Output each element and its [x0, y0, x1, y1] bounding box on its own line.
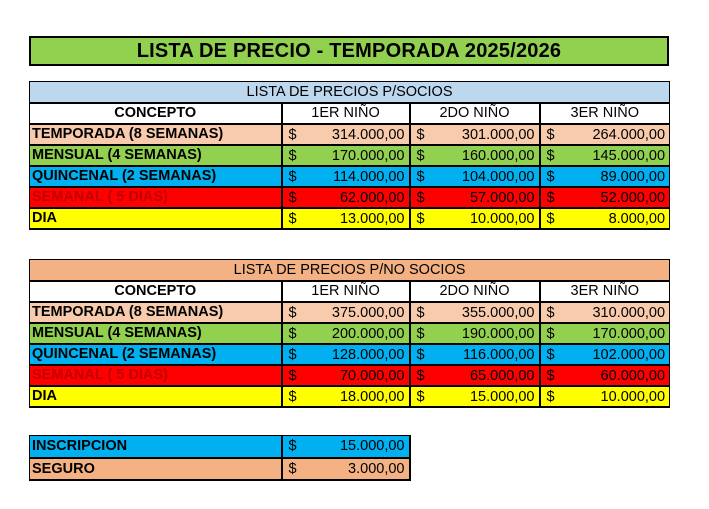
table-row: [30, 365, 670, 386]
price-amount: 65.000,00: [469, 367, 535, 384]
concepto-column-header: CONCEPTO: [30, 103, 282, 124]
price-cell: [282, 323, 410, 344]
price-cell: [282, 302, 410, 323]
concept-cell: INSCRIPCION: [30, 436, 282, 458]
price-cell: [282, 145, 410, 166]
concept-cell: DIA: [30, 386, 282, 407]
price-amount: 190.000,00: [461, 325, 535, 342]
price-amount: 114.000,00: [333, 168, 405, 185]
currency-symbol: $: [416, 367, 425, 384]
concept-cell: DIA: [30, 208, 282, 229]
currency-symbol: $: [416, 210, 425, 227]
concepto-column-header: CONCEPTO: [30, 281, 282, 302]
price-amount: 128.000,00: [331, 346, 405, 363]
price-cell: [410, 208, 540, 229]
currency-symbol: $: [288, 210, 297, 227]
currency-symbol: $: [288, 388, 297, 405]
currency-symbol: $: [416, 325, 425, 342]
socios-price-table: [29, 81, 670, 230]
currency-symbol: $: [546, 325, 555, 342]
price-cell: [410, 166, 540, 187]
price-cell: [540, 187, 670, 208]
currency-symbol: $: [288, 438, 297, 454]
price-cell: [540, 145, 670, 166]
price-cell: [282, 344, 410, 365]
concept-cell: MENSUAL (4 SEMANAS): [30, 145, 282, 166]
price-amount: 3.000,00: [348, 460, 405, 477]
currency-symbol: $: [288, 460, 297, 477]
currency-symbol: $: [546, 367, 555, 384]
currency-symbol: $: [546, 346, 555, 363]
currency-symbol: $: [546, 168, 555, 185]
currency-symbol: $: [288, 126, 297, 143]
currency-symbol: $: [546, 126, 555, 143]
currency-symbol: $: [288, 367, 297, 384]
price-amount: 310.000,00: [592, 304, 666, 321]
price-amount: 355.000,00: [461, 304, 535, 321]
price-amount: 15.000,00: [339, 438, 405, 454]
price-cell: [410, 323, 540, 344]
concept-cell: SEGURO: [30, 458, 282, 480]
concept-cell: MENSUAL (4 SEMANAS): [30, 323, 282, 344]
currency-symbol: $: [416, 346, 425, 363]
second-child-column-header: 2DO NIÑO: [410, 103, 540, 124]
price-amount: 116.000,00: [463, 346, 535, 363]
concept-cell: QUINCENAL (2 SEMANAS): [30, 344, 282, 365]
currency-symbol: $: [416, 147, 425, 164]
currency-symbol: $: [546, 388, 555, 405]
table-row: [30, 302, 670, 323]
concept-cell: QUINCENAL (2 SEMANAS): [30, 166, 282, 187]
first-child-column-header: 1ER NIÑO: [282, 281, 410, 302]
currency-symbol: $: [416, 168, 425, 185]
table-row: [30, 124, 670, 145]
third-child-column-header: 3ER NIÑO: [540, 281, 670, 302]
table-row: [30, 458, 410, 480]
currency-symbol: $: [546, 210, 555, 227]
first-child-column-header: 1ER NIÑO: [282, 103, 410, 124]
price-cell: [410, 187, 540, 208]
price-amount: 102.000,00: [592, 346, 666, 363]
price-cell: [410, 344, 540, 365]
price-amount: 10.000,00: [469, 210, 535, 227]
price-amount: 18.000,00: [339, 388, 405, 405]
price-cell: [540, 365, 670, 386]
price-cell: [540, 208, 670, 229]
price-amount: 170.000,00: [592, 325, 666, 342]
socios-table-header: LISTA DE PRECIOS P/SOCIOS: [30, 82, 670, 103]
no-socios-price-table: [29, 259, 670, 408]
page-title: LISTA DE PRECIO - TEMPORADA 2025/2026: [29, 36, 669, 66]
price-cell: [282, 458, 410, 480]
price-cell: [540, 166, 670, 187]
price-cell: [282, 365, 410, 386]
no-socios-table-header: LISTA DE PRECIOS P/NO SOCIOS: [30, 260, 670, 281]
currency-symbol: $: [288, 147, 297, 164]
concept-cell: TEMPORADA (8 SEMANAS): [30, 124, 282, 145]
currency-symbol: $: [416, 189, 425, 206]
price-cell: [540, 124, 670, 145]
price-cell: [540, 344, 670, 365]
price-amount: 52.000,00: [600, 189, 666, 206]
table-row: [30, 386, 670, 407]
price-amount: 160.000,00: [461, 147, 535, 164]
currency-symbol: $: [288, 304, 297, 321]
price-cell: [540, 323, 670, 344]
currency-symbol: $: [416, 126, 425, 143]
price-cell: [540, 386, 670, 407]
price-amount: 200.000,00: [331, 325, 405, 342]
currency-symbol: $: [546, 304, 555, 321]
currency-symbol: $: [416, 388, 425, 405]
second-child-column-header: 2DO NIÑO: [410, 281, 540, 302]
table-row: [30, 323, 670, 344]
table-row: [30, 436, 410, 458]
currency-symbol: $: [416, 304, 425, 321]
price-cell: [410, 145, 540, 166]
table-row: [30, 187, 670, 208]
price-cell: [282, 124, 410, 145]
price-amount: 10.000,00: [600, 388, 666, 405]
price-amount: 60.000,00: [600, 367, 666, 384]
concept-cell: TEMPORADA (8 SEMANAS): [30, 302, 282, 323]
price-amount: 170.000,00: [331, 147, 405, 164]
price-cell: [282, 436, 410, 458]
table-row: [30, 145, 670, 166]
price-amount: 13.000,00: [339, 210, 405, 227]
currency-symbol: $: [288, 325, 297, 342]
price-cell: [540, 302, 670, 323]
concept-cell: SEMANAL ( 5 DIAS): [30, 187, 282, 208]
concept-cell: SEMANAL ( 5 DIAS): [30, 365, 282, 386]
price-amount: 314.000,00: [331, 126, 405, 143]
price-amount: 145.000,00: [592, 147, 666, 164]
price-amount: 57.000,00: [469, 189, 535, 206]
price-cell: [282, 386, 410, 407]
price-amount: 15.000,00: [469, 388, 535, 405]
price-cell: [410, 365, 540, 386]
extras-table: [29, 435, 411, 481]
table-row: [30, 344, 670, 365]
third-child-column-header: 3ER NIÑO: [540, 103, 670, 124]
price-amount: 89.000,00: [600, 168, 666, 185]
currency-symbol: $: [288, 189, 297, 206]
price-amount: 8.000,00: [608, 210, 666, 227]
price-cell: [410, 386, 540, 407]
price-amount: 62.000,00: [339, 189, 405, 206]
price-amount: 301.000,00: [461, 126, 535, 143]
currency-symbol: $: [546, 147, 555, 164]
table-row: [30, 208, 670, 229]
price-cell: [410, 124, 540, 145]
currency-symbol: $: [288, 346, 297, 363]
table-row: [30, 166, 670, 187]
price-cell: [282, 166, 410, 187]
price-amount: 264.000,00: [592, 126, 666, 143]
price-cell: [282, 208, 410, 229]
price-amount: 104.000,00: [461, 168, 535, 185]
currency-symbol: $: [546, 189, 555, 206]
price-cell: [282, 187, 410, 208]
price-amount: 375.000,00: [331, 304, 405, 321]
price-amount: 70.000,00: [339, 367, 405, 384]
price-cell: [410, 302, 540, 323]
currency-symbol: $: [288, 168, 297, 185]
